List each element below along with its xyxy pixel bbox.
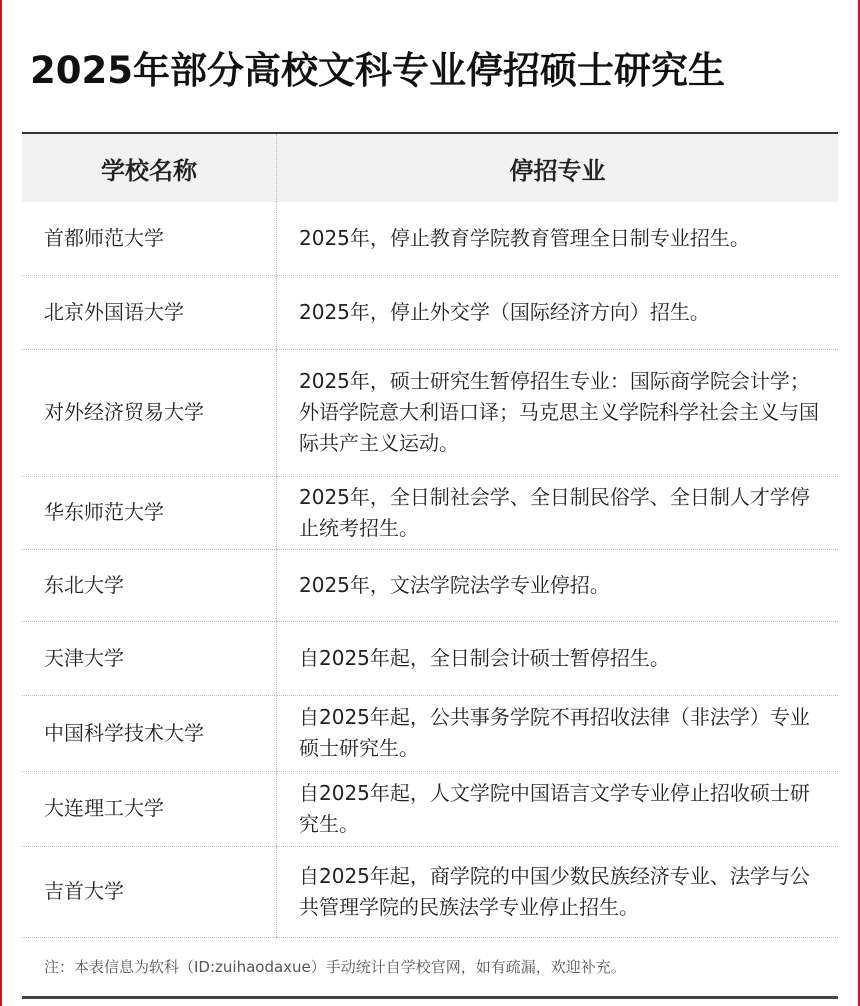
- school-name: 东北大学: [22, 549, 277, 621]
- school-name: 首都师范大学: [22, 202, 277, 275]
- school-name: 对外经济贸易大学: [22, 349, 277, 476]
- suspended-program: 2025年，停止教育学院教育管理全日制专业招生。: [277, 202, 839, 275]
- suspended-program: 2025年，全日制社会学、全日制民俗学、全日制人才学停止统考招生。: [277, 476, 839, 549]
- school-name: 吉首大学: [22, 846, 277, 937]
- suspended-program: 2025年，硕士研究生暂停招生专业：国际商学院会计学；外语学院意大利语口译；马克思主义学院科学社会主义与国际共产主义运动。: [277, 349, 839, 476]
- suspended-program: 2025年，文法学院法学专业停招。: [277, 549, 839, 621]
- table-row: [22, 275, 838, 349]
- table-row: [22, 771, 838, 846]
- school-name: 大连理工大学: [22, 771, 277, 846]
- bottom-rule: [22, 996, 838, 999]
- suspended-program: 自2025年起，商学院的中国少数民族经济专业、法学与公共管理学院的民族法学专业停止招生。: [277, 846, 839, 937]
- school-name: 天津大学: [22, 621, 277, 695]
- table-row: [22, 695, 838, 771]
- suspended-program: 自2025年起，人文学院中国语言文学专业停止招收硕士研究生。: [277, 771, 839, 846]
- page-title: 2025年部分高校文科专业停招硕士研究生: [30, 49, 725, 92]
- table-row: [22, 349, 838, 476]
- table-row: [22, 549, 838, 621]
- table-row: [22, 202, 838, 275]
- header-school: 学校名称: [22, 133, 277, 202]
- suspended-program: 自2025年起，全日制会计硕士暂停招生。: [277, 621, 839, 695]
- table-row: [22, 621, 838, 695]
- footnote: 注：本表信息为软科（ID:zuihaodaxue）手动统计自学校官网，如有疏漏，欢迎补充。: [44, 958, 626, 976]
- school-name: 北京外国语大学: [22, 275, 277, 349]
- table-row: [22, 476, 838, 549]
- suspended-programs-table: [22, 132, 838, 938]
- suspended-program: 2025年，停止外交学（国际经济方向）招生。: [277, 275, 839, 349]
- table-row: [22, 846, 838, 937]
- header-program: 停招专业: [277, 133, 839, 202]
- table-header-row: [22, 133, 838, 202]
- school-name: 华东师范大学: [22, 476, 277, 549]
- school-name: 中国科学技术大学: [22, 695, 277, 771]
- suspended-program: 自2025年起，公共事务学院不再招收法律（非法学）专业硕士研究生。: [277, 695, 839, 771]
